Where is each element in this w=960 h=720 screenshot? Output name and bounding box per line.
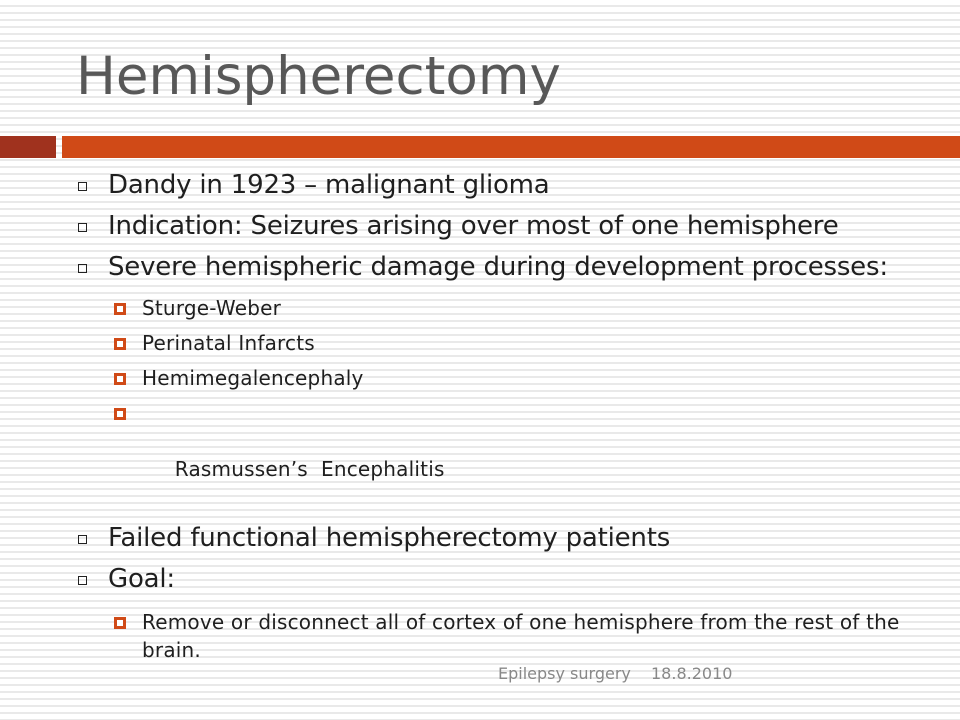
filled-square-bullet-icon [114,617,126,629]
square-bullet-icon [78,223,87,232]
filled-square-bullet-icon [114,408,126,420]
sub-bullet-text: Perinatal Infarcts [142,331,315,355]
square-bullet-icon [78,182,87,191]
footer-title: Epilepsy surgery [498,664,631,683]
square-bullet-icon [78,264,87,273]
sub-bullet-item [76,329,926,357]
sub-bullet-item [76,294,926,322]
bullet-item [76,523,926,553]
bullet-item [76,170,926,200]
sub-bullet-item [76,608,926,664]
bullet-item [76,564,926,594]
sub-bullet-text: Hemimegalencephaly [142,366,364,390]
filled-square-bullet-icon [114,303,126,315]
slide-title: Hemispherectomy [76,46,561,107]
bullet-text: Failed functional hemispherectomy patients [108,523,671,553]
slide-content [76,170,926,671]
sub-bullet-text: Sturge-Weber [142,296,282,320]
sub-bullet-text: Rasmussen’s Encephalitis [168,457,445,481]
filled-square-bullet-icon [114,373,126,385]
square-bullet-icon [78,535,87,544]
bullet-text: Severe hemispheric damage during development processes: [108,252,888,282]
bullet-item [76,252,926,282]
bullet-item [76,211,926,241]
bullet-text: Dandy in 1923 – malignant glioma [108,170,550,200]
sub-bullet-text: Remove or disconnect all of cortex of one hemisphere from the rest of the brain. [142,610,900,662]
filled-square-bullet-icon [114,338,126,350]
square-bullet-icon [78,576,87,585]
sub-bullet-item [76,399,926,511]
accent-block [0,136,56,158]
bullet-text: Goal: [108,564,175,594]
sub-bullet-item [76,364,926,392]
footer-date: 18.8.2010 [651,664,733,683]
accent-bar [62,136,960,158]
bullet-text: Indication: Seizures arising over most of one hemisphere [108,211,839,241]
